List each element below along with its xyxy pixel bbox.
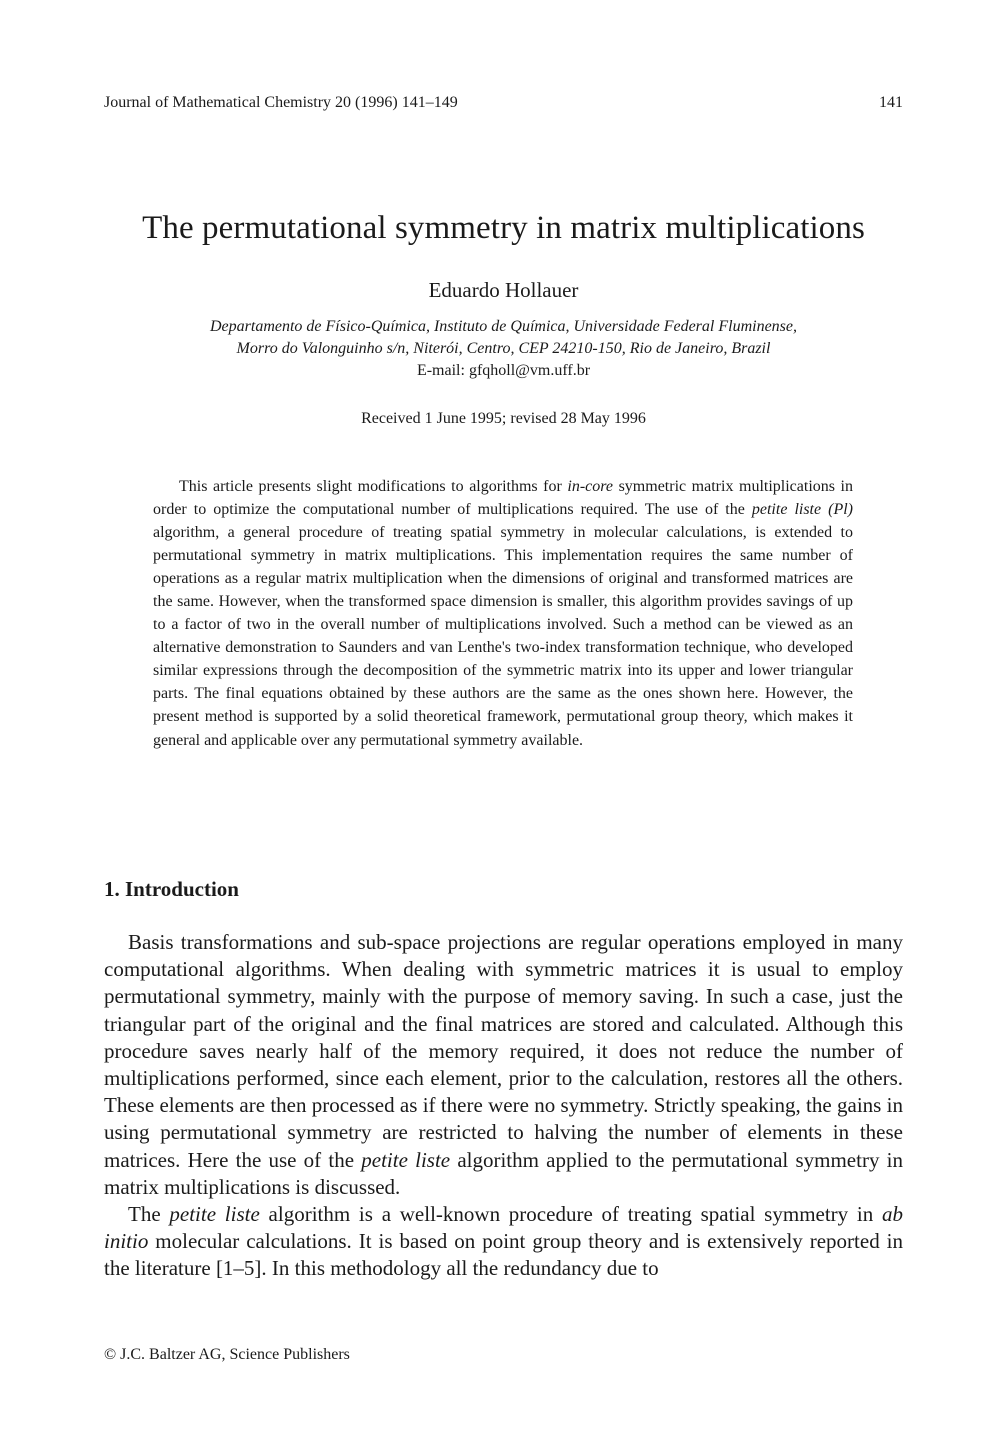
p2-emphasis-2: ab initio [104, 1202, 903, 1254]
abstract [153, 475, 853, 752]
abstract-emphasis-petite-liste: petite liste (Pl) [751, 501, 854, 519]
running-head [104, 94, 903, 112]
p1-text-a: Basis transformations and sub-space projections are regular operations employed in many computational algorithms. When dealing with symmetric matrices it is usual to employ permutational symmetry, mainly with the purpose of memory saving. In such a case, just the triangular part of the original and the final matrices are stored and calculated. Although this procedure saves nearly half of the memory required, it does not reduce the number of multiplications performed, since each element, prior to the calculation, restores all the others. These elements are then processed as if there were no symmetry. Strictly speaking, the gains in using permutational symmetry are restricted to halving the number of elements in these matrices. Here the use of the [104, 930, 903, 1172]
p2-text-a: The [128, 1202, 170, 1227]
journal-citation: Journal of Mathematical Chemistry 20 (1996) 141–149 [104, 94, 458, 111]
introduction-body [104, 929, 903, 1283]
page-number: 141 [879, 94, 903, 111]
p1-text-b: algorithm applied to the permutational symmetry in matrix multiplications is discussed. [104, 1147, 903, 1199]
author-email: E-mail: gfqholl@vm.uff.br [416, 362, 591, 379]
publisher-footer: © J.C. Baltzer AG, Science Publishers [104, 1346, 350, 1363]
affiliation-line-2: Morro do Valonguinho s/n, Niterói, Centro, CEP 24210-150, Rio de Janeiro, Brazil [236, 340, 771, 357]
abstract-text-3: algorithm, a general procedure of treating spatial symmetry in molecular calculations, is extended to permutational symmetry in matrix multiplications. This implementation requires the same number of operations as a regular matrix multiplication when the dimensions of original and transformed matrices are the same. However, when the transformed space dimension is smaller, this algorithm provides savings of up to a factor of two in the overall number of multiplications involved. Such a method can be viewed as an alternative demonstration to Saunders and van Lenthe's two-index transformation technique, who developed similar expressions through the decomposition of the symmetric matrix into its upper and lower triangular parts. The final equations obtained by these authors are the same as the ones shown here. However, the present method is supported by a solid theoretical framework, permutational group theory, which makes it general and applicable over any permutational symmetry available. [153, 524, 853, 749]
received-dates: Received 1 June 1995; revised 28 May 1996 [361, 410, 646, 427]
abstract-paragraph [153, 475, 853, 752]
section-heading-introduction: 1. Introduction [104, 877, 239, 901]
body-paragraph-2 [104, 1201, 903, 1283]
p2-emphasis-1: petite liste [169, 1202, 260, 1227]
author-name: Eduardo Hollauer [428, 278, 579, 302]
body-paragraph-1 [104, 929, 903, 1201]
abstract-text-1: This article presents slight modifications to algorithms for [179, 478, 568, 495]
abstract-text-2: symmetric matrix multiplications in order to optimize the computational number of multiplications required. The use of the [153, 478, 853, 519]
abstract-emphasis-in-core: in-core [567, 478, 614, 495]
author-affiliation [0, 316, 1007, 382]
paper-title: The permutational symmetry in matrix multiplications [142, 210, 865, 246]
p2-text-c: molecular calculations. It is based on point group theory and is extensively reported in the literature [1–5]. In this methodology all the redundancy due to [104, 1229, 903, 1281]
affiliation-line-1: Departamento de Físico-Química, Instituto de Química, Universidade Federal Fluminense, [210, 318, 797, 335]
p2-text-b: algorithm is a well-known procedure of treating spatial symmetry in [259, 1202, 882, 1227]
p1-emphasis: petite liste [361, 1147, 451, 1172]
